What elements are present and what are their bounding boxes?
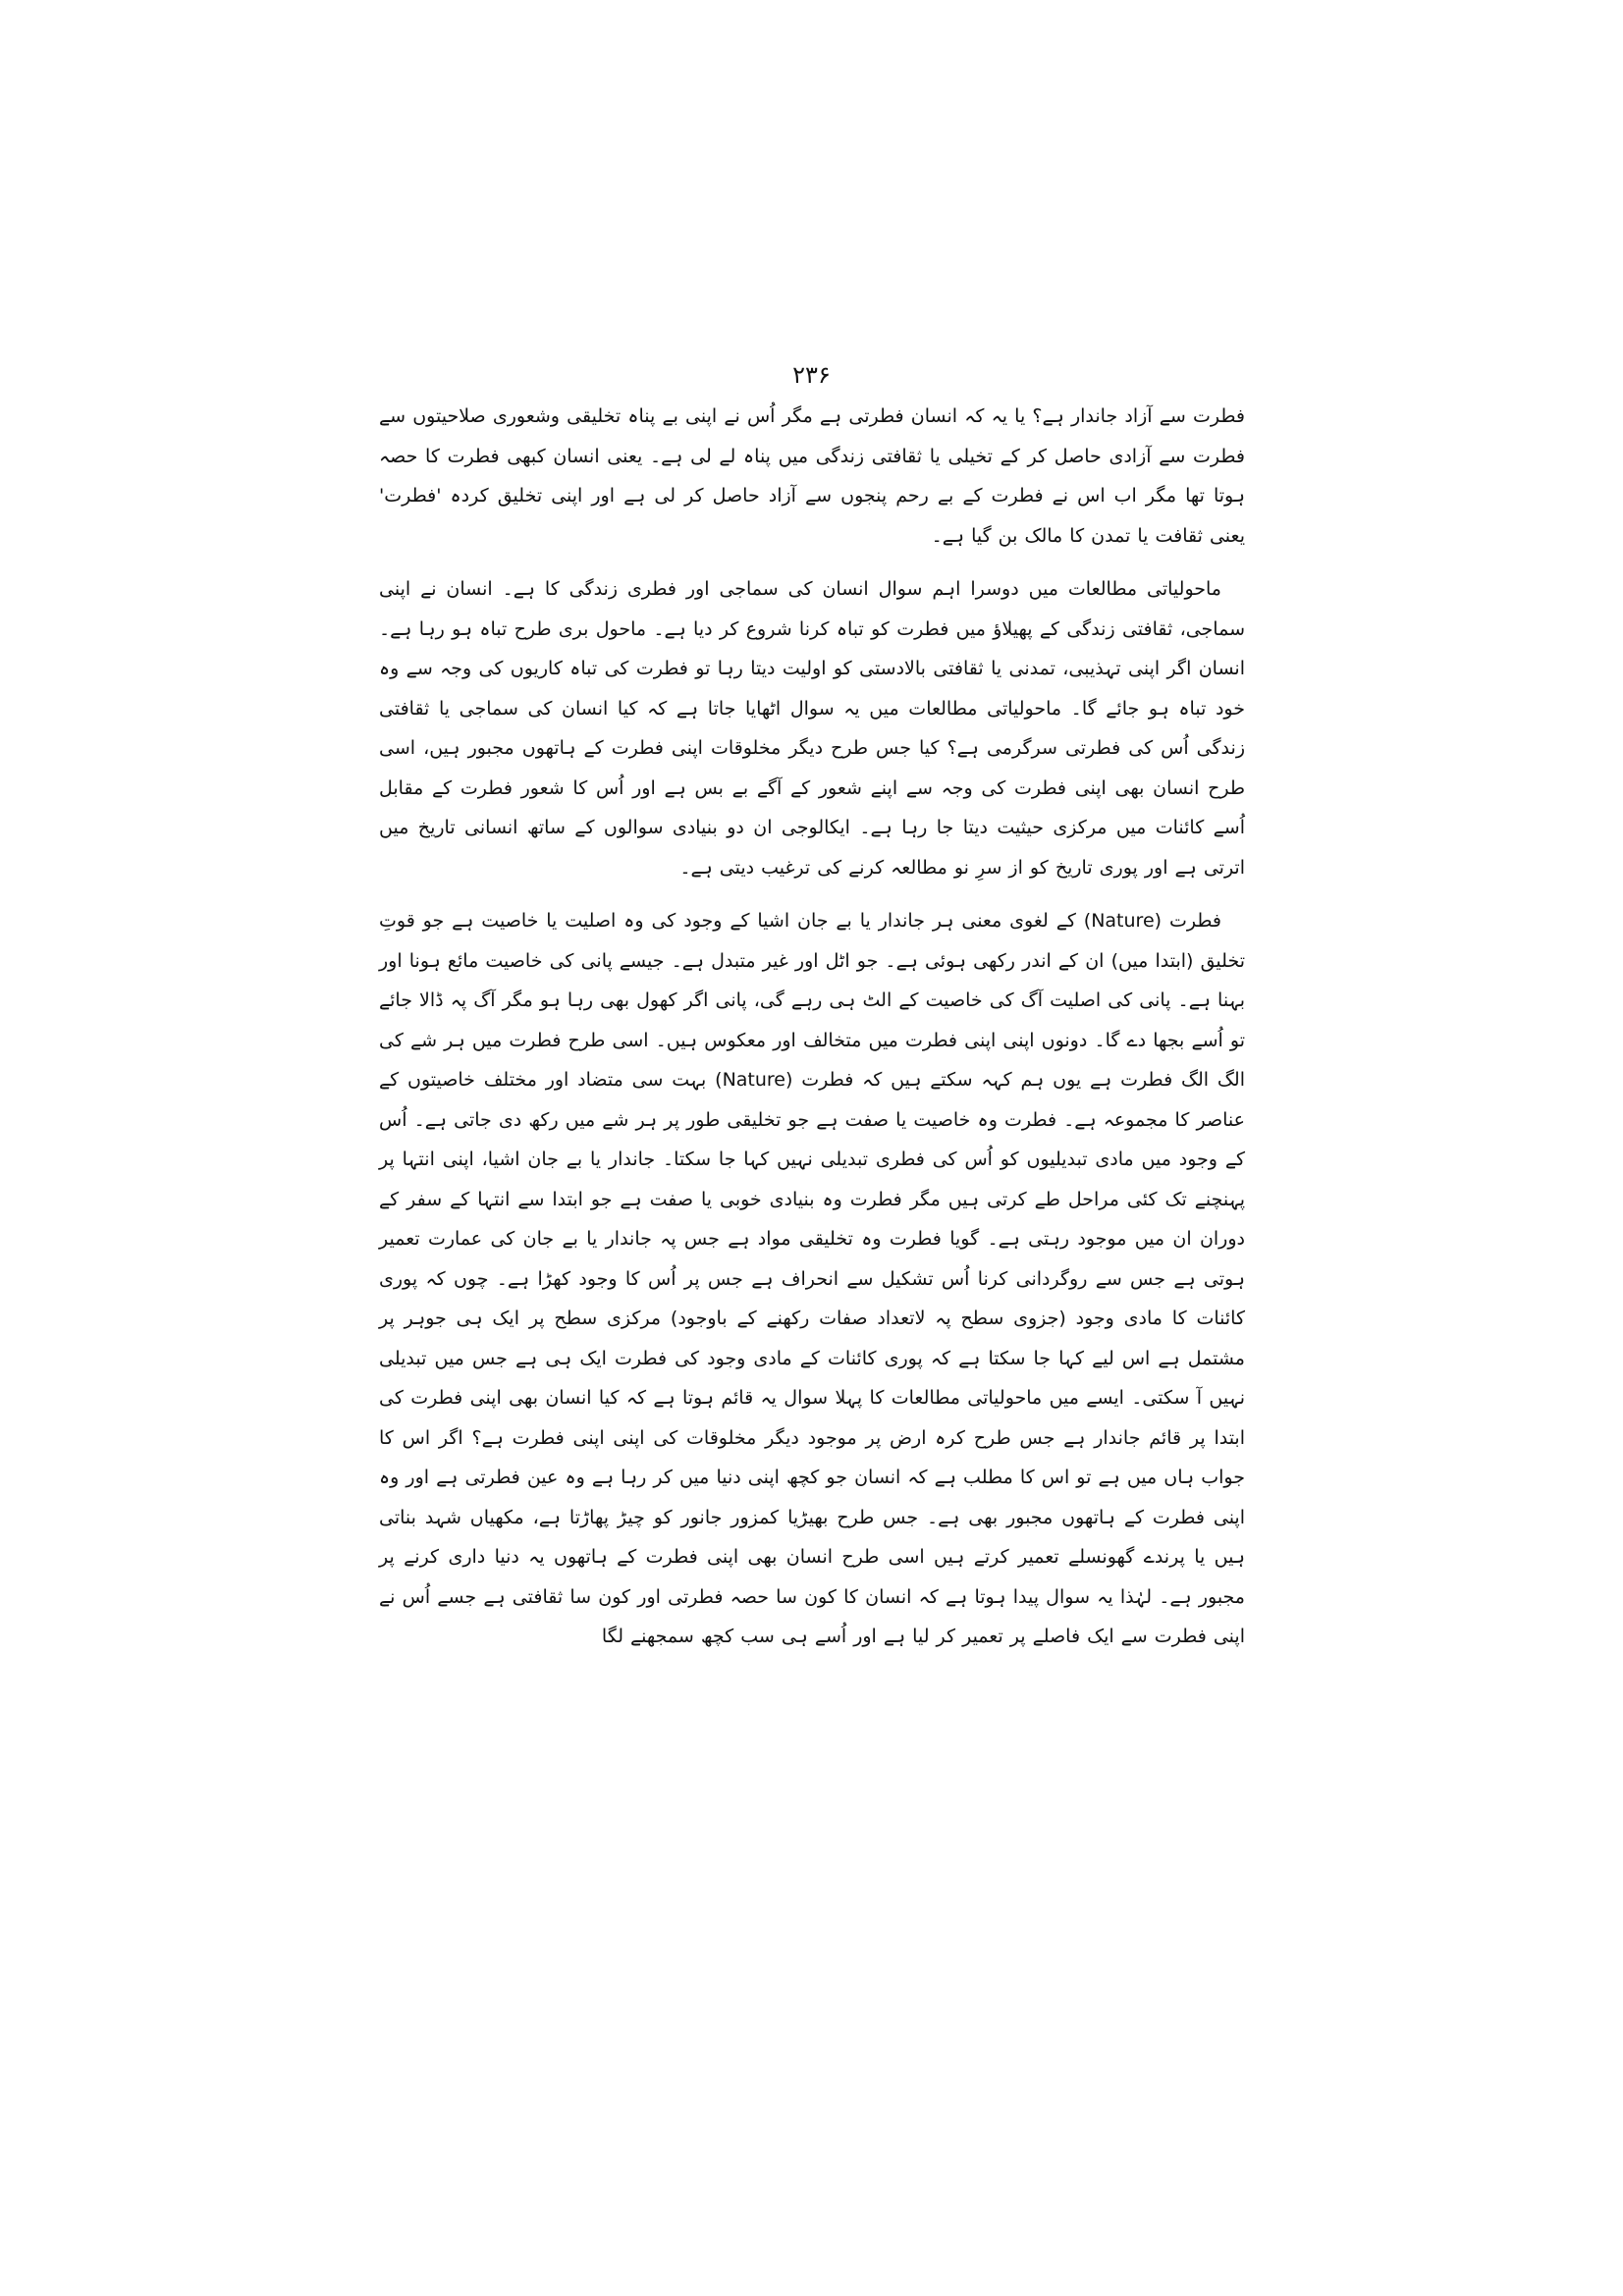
paragraph-3: فطرت (Nature) کے لغوی معنی ہر جاندار یا بے جان اشیا کے وجود کی وہ اصلیت یا خاصیت ہے جو قوتِ تخلیق (ابتدا میں) ان کے اندر رکھی ہوئی ہے۔ جو اٹل اور غیر متبدل ہے۔ جیسے پانی کی خاصیت مائع ہونا اور بہنا ہے۔ پانی کی اصلیت آگ کی خاصیت کے الٹ ہی رہے گی، پانی اگر کھول بھی رہا ہو مگر آگ پہ ڈالا جائے تو اُسے بجھا دے گا۔ دونوں اپنی اپنی فطرت میں متخالف اور معکوس ہیں۔ اسی طرح فطرت میں ہر شے کی الگ الگ فطرت ہے یوں ہم کہہ سکتے ہیں کہ فطرت (Nature) بہت سی متضاد اور مختلف خاصیتوں کے عناصر کا مجموعہ ہے۔ فطرت وہ خاصیت یا صفت ہے جو تخلیقی طور پر ہر شے میں رکھ دی جاتی ہے۔ اُس کے وجود میں مادی تبدیلیوں کو اُس کی فطری تبدیلی نہیں کہا جا سکتا۔ جاندار یا بے جان اشیا، اپنی انتہا پر پہنچنے تک کئی مراحل طے کرتی ہیں مگر فطرت وہ بنیادی خوبی یا صفت ہے جو ابتدا سے انتہا کے سفر کے دوران ان میں موجود رہتی ہے۔ گویا فطرت وہ تخلیقی مواد ہے جس پہ جاندار یا بے جان کی عمارت تعمیر ہوتی ہے جس سے روگردانی کرنا اُس تشکیل سے انحراف ہے جس پر اُس کا وجود کھڑا ہے۔ چوں کہ پوری کائنات کا مادی وجود (جزوی سطح پہ لاتعداد صفات رکھنے کے باوجود) مرکزی سطح پر ایک ہی جوہر پر مشتمل ہے اس لیے کہا جا سکتا ہے کہ پوری کائنات کے مادی وجود کی فطرت ایک ہی ہے جس میں تبدیلی نہیں آ سکتی۔ ایسے میں ماحولیاتی مطالعات کا پہلا سوال یہ قائم ہوتا ہے کہ کیا انسان بھی اپنی فطرت کی ابتدا پر قائم جاندار ہے جس طرح کرہ ارض پر موجود دیگر مخلوقات کی اپنی اپنی فطرت ہے؟ اگر اس کا جواب ہاں میں ہے تو اس کا مطلب ہے کہ انسان جو کچھ اپنی دنیا میں کر رہا ہے وہ عین فطرتی ہے اور وہ اپنی فطرت کے ہاتھوں مجبور بھی ہے۔ جس طرح بھیڑیا کمزور جانور کو چیڑ پھاڑتا ہے، مکھیاں شہد بناتی ہیں یا پرندے گھونسلے تعمیر کرتے ہیں اسی طرح انسان بھی اپنی فطرت کے ہاتھوں یہ دنیا داری کرنے پر مجبور ہے۔ لہٰذا یہ سوال پیدا ہوتا ہے کہ انسان کا کون سا حصہ فطرتی اور کون سا ثقافتی ہے جسے اُس نے اپنی فطرت سے ایک فاصلے پر تعمیر کر لیا ہے اور اُسے ہی سب کچھ سمجھنے لگا xyxy=(379,910,1245,1647)
page-number: ۲۳۶ xyxy=(792,361,831,389)
body-text xyxy=(379,397,1245,1671)
paragraph-2: ماحولیاتی مطالعات میں دوسرا اہم سوال انسان کی سماجی اور فطری زندگی کا ہے۔ انسان نے اپنی سماجی، ثقافتی زندگی کے پھیلاؤ میں فطرت کو تباہ کرنا شروع کر دیا ہے۔ ماحول بری طرح تباہ ہو رہا ہے۔ انسان اگر اپنی تہذیبی، تمدنی یا ثقافتی بالادستی کو اولیت دیتا رہا تو فطرت کی تباہ کاریوں کی وجہ سے وہ خود تباہ ہو جائے گا۔ ماحولیاتی مطالعات میں یہ سوال اٹھایا جاتا ہے کہ کیا انسان کی سماجی یا ثقافتی زندگی اُس کی فطرتی سرگرمی ہے؟ کیا جس طرح دیگر مخلوقات اپنی فطرت کے ہاتھوں مجبور ہیں، اسی طرح انسان بھی اپنی فطرت کی وجہ سے اپنے شعور کے آگے بے بس ہے اور اُس کا شعور فطرت کے مقابل اُسے کائنات میں مرکزی حیثیت دیتا جا رہا ہے۔ ایکالوجی ان دو بنیادی سوالوں کے ساتھ انسانی تاریخ میں اترتی ہے اور پوری تاریخ کو از سرِ نو مطالعہ کرنے کی ترغیب دیتی ہے۔ xyxy=(379,578,1245,879)
paragraph-1: فطرت سے آزاد جاندار ہے؟ یا یہ کہ انسان فطرتی ہے مگر اُس نے اپنی بے پناہ تخلیقی وشعوری صلاحیتوں سے فطرت سے آزادی حاصل کر کے تخیلی یا ثقافتی زندگی میں پناہ لے لی ہے۔ یعنی انسان کبھی فطرت کا حصہ ہوتا تھا مگر اب اس نے فطرت کے بے رحم پنجوں سے آزاد حاصل کر لی ہے اور اپنی تخلیق کردہ 'فطرت' یعنی ثقافت یا تمدن کا مالک بن گیا ہے۔ xyxy=(379,405,1245,547)
